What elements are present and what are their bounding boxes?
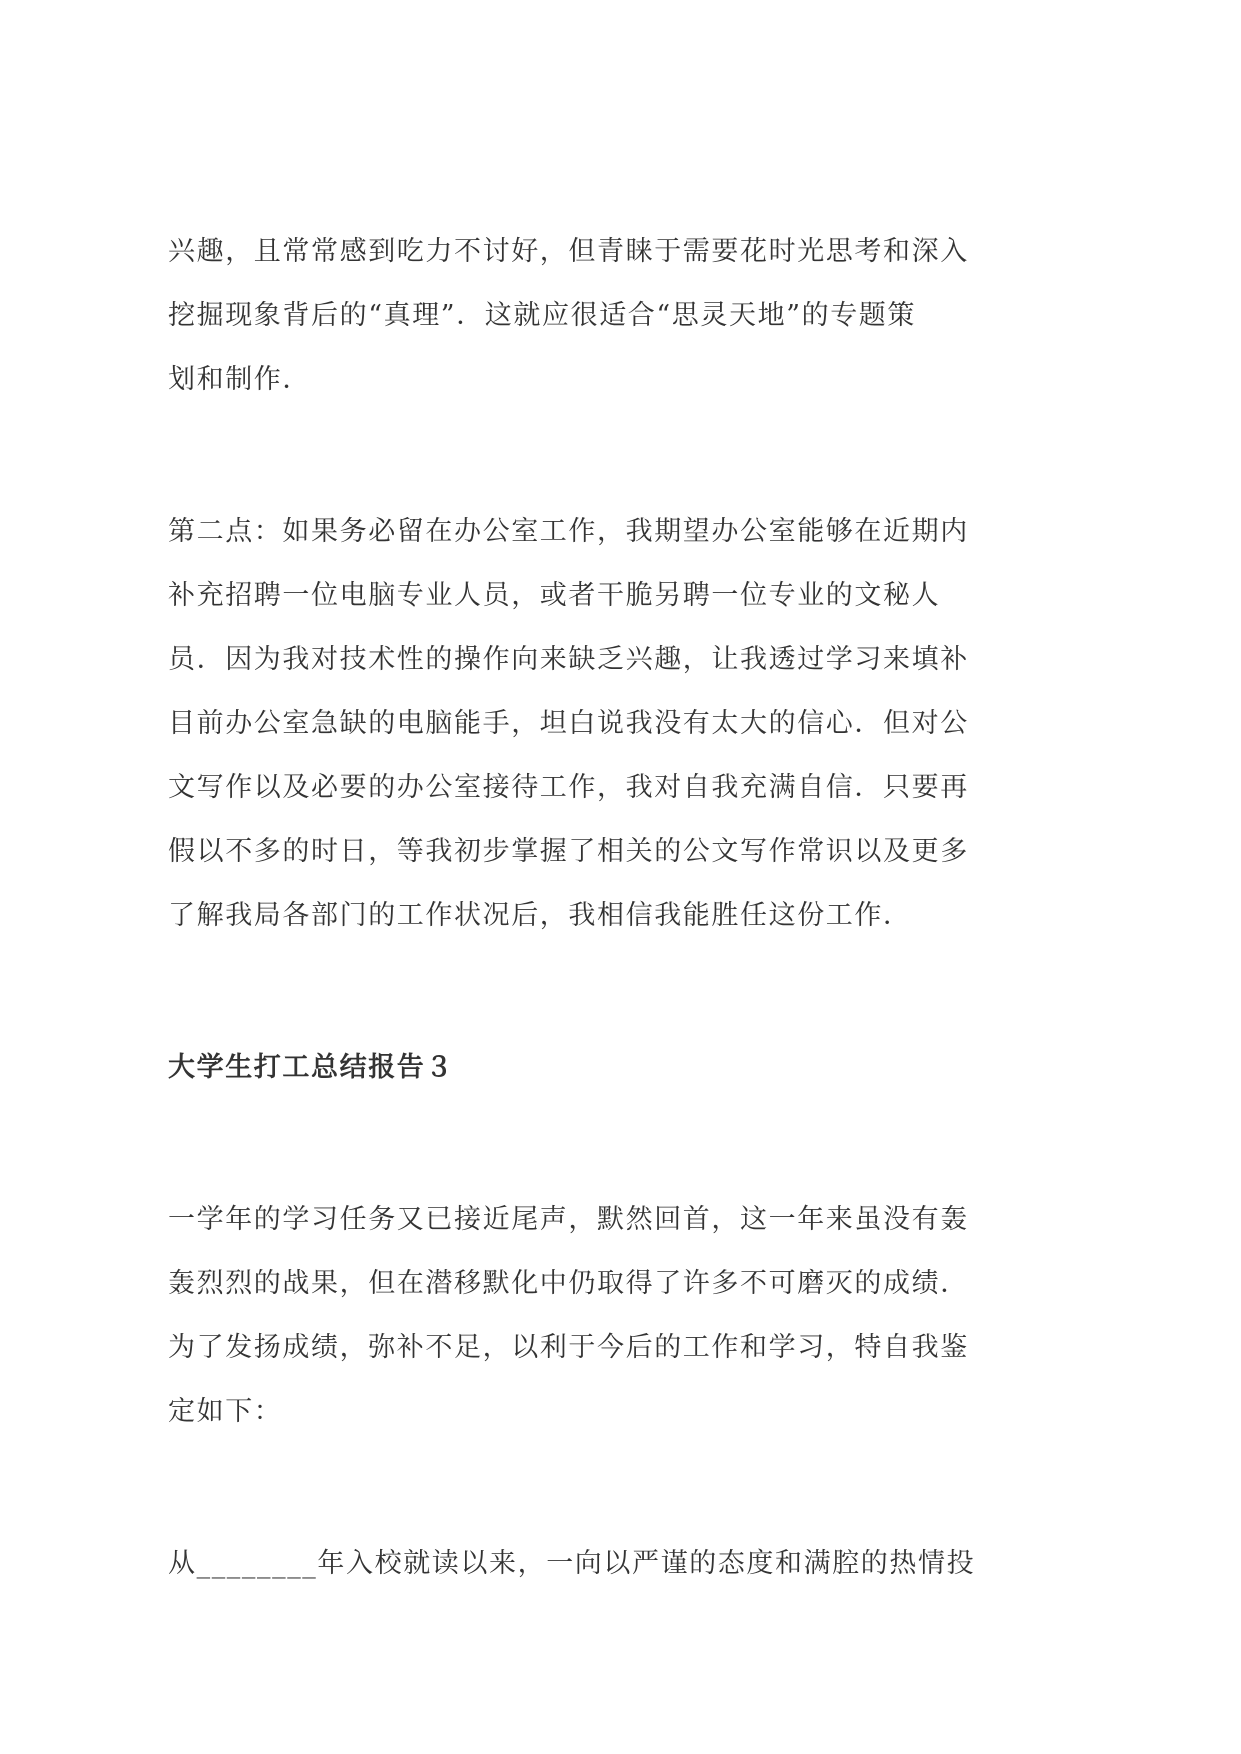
text-line: 兴趣，且常常感到吃力不讨好，但青睐于需要花时光思考和深入	[168, 236, 969, 267]
paragraph-4	[168, 1532, 1096, 1596]
text-line: 了解我局各部门的工作状况后，我相信我能胜任这份工作．	[168, 900, 912, 931]
paragraph-gap	[168, 1444, 1096, 1532]
text-line: 从________年入校就读以来，一向以严谨的态度和满腔的热情投	[168, 1548, 976, 1579]
paragraph-2	[168, 500, 1096, 948]
text-line: 目前办公室急缺的电脑能手，坦白说我没有太大的信心．但对公	[168, 708, 969, 739]
paragraph-gap	[168, 948, 1096, 1036]
paragraph-3	[168, 1188, 1096, 1444]
text-line: 补充招聘一位电脑专业人员，或者干脆另聘一位专业的文秘人	[168, 580, 941, 611]
text-line: 轰烈烈的战果，但在潜移默化中仍取得了许多不可磨灭的成绩．	[168, 1268, 969, 1299]
text-line: 文写作以及必要的办公室接待工作，我对自我充满自信．只要再	[168, 772, 969, 803]
section-heading: 大学生打工总结报告３	[168, 1052, 454, 1083]
text-line: 挖掘现象背后的“真理”．这就应很适合“思灵天地”的专题策	[168, 300, 917, 331]
text-line: 为了发扬成绩，弥补不足，以利于今后的工作和学习，特自我鉴	[168, 1332, 969, 1363]
text-line: 一学年的学习任务又已接近尾声，默然回首，这一年来虽没有轰	[168, 1204, 969, 1235]
text-line: 定如下：	[168, 1396, 283, 1427]
document-body	[168, 220, 1096, 1596]
paragraph-gap	[168, 412, 1096, 500]
text-line: 假以不多的时日，等我初步掌握了相关的公文写作常识以及更多	[168, 836, 969, 867]
paragraph-gap	[168, 1100, 1096, 1188]
text-line: 员．因为我对技术性的操作向来缺乏兴趣，让我透过学习来填补	[168, 644, 969, 675]
paragraph-1	[168, 220, 1096, 412]
text-line: 划和制作．	[168, 364, 311, 395]
text-line: 第二点：如果务必留在办公室工作，我期望办公室能够在近期内	[168, 516, 969, 547]
